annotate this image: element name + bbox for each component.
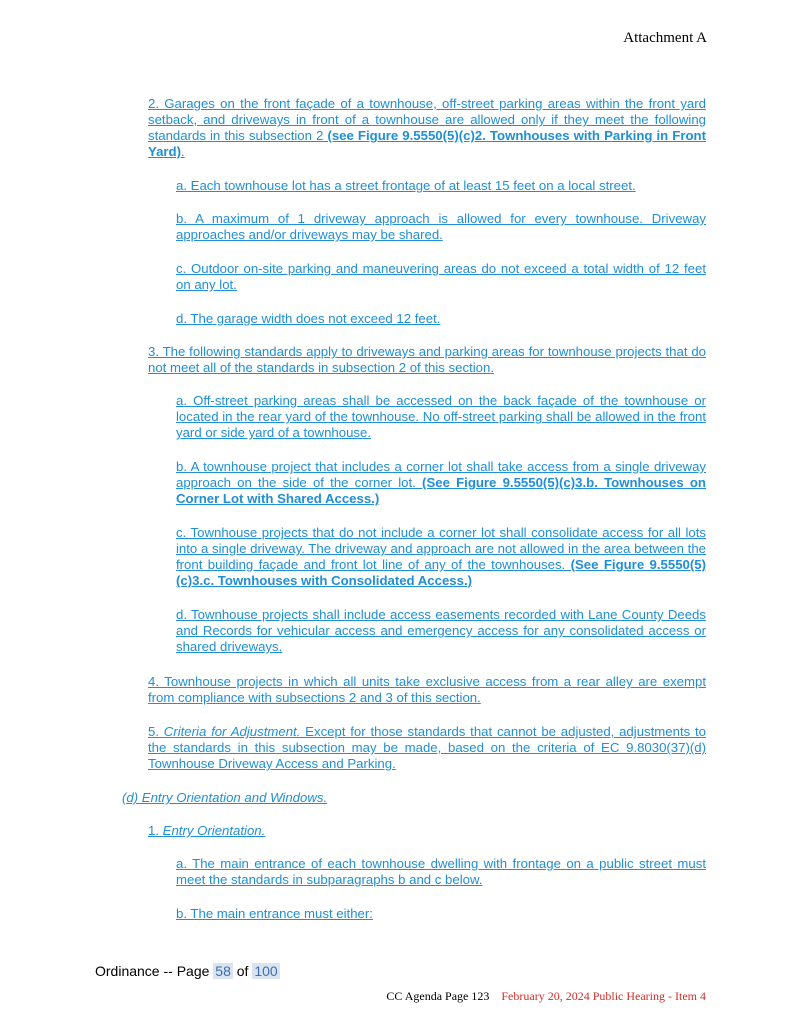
paragraph-3d: d. Townhouse projects shall include access easements recorded with Lane County Deeds and Records for vehicular access and emergency access for any consolidated access or shared driveways. xyxy=(176,607,706,654)
heading-d-entry-orientation: (d) Entry Orientation and Windows. xyxy=(122,790,328,805)
attachment-label: Attachment A xyxy=(623,30,707,46)
footer-of: of xyxy=(236,963,249,979)
paragraph-3c: c. Townhouse projects that do not include a corner lot shall consolidate access for all lots into a single driveway. The driveway and approach are not allowed in the area between the front building façade and front lot line of any of the townhouses. (See Figure 9.5550(5)(c)3.c. Townhouses with Consolidated Access.) xyxy=(176,525,706,588)
paragraph-2: 2. Garages on the front façade of a townhouse, off-street parking areas within the front yard setback, and driveways in front of a townhouse are allowed only if they meet the following standards in this subsection 2 (see Figure 9.5550(5)(c)2. Townhouses with Parking in Front Yard). xyxy=(148,96,706,159)
paragraph-3a: a. Off-street parking areas shall be accessed on the back façade of the townhouse or located in the rear yard of the townhouse. No off-street parking shall be allowed in the front yard or side yard of a townhouse. xyxy=(176,393,706,440)
paragraph-3: 3. The following standards apply to driveways and parking areas for townhouse projects that do not meet all of the standards in subsection 2 of this section. xyxy=(148,344,706,375)
paragraph-2c: c. Outdoor on-site parking and maneuvering areas do not exceed a total width of 12 feet on any lot. xyxy=(176,261,706,292)
page-footer xyxy=(95,963,280,979)
paragraph-5: 5. Criteria for Adjustment. Except for those standards that cannot be adjusted, adjustments to the standards in this subsection may be made, based on the criteria of EC 9.8030(37)(d) Townhouse Driveway Access and Parking. xyxy=(148,724,706,771)
agenda-page: CC Agenda Page 123 xyxy=(386,989,490,1003)
paragraph-2b: b. A maximum of 1 driveway approach is allowed for every townhouse. Driveway approaches and/or driveways may be shared. xyxy=(176,211,706,242)
agenda-footer xyxy=(386,989,706,1004)
paragraph-d1a: a. The main entrance of each townhouse dwelling with frontage on a public street must meet the standards in subparagraphs b and c below. xyxy=(176,856,706,887)
paragraph-3b: b. A townhouse project that includes a corner lot shall take access from a single driveway approach on the side of the corner lot. (See Figure 9.5550(5)(c)3.b. Townhouses on Corner Lot with Shared Access.) xyxy=(176,459,706,506)
paragraph-2d: d. The garage width does not exceed 12 feet. xyxy=(176,311,441,326)
paragraph-2a: a. Each townhouse lot has a street frontage of at least 15 feet on a local street. xyxy=(176,178,636,193)
heading-d1-entry-orientation: 1. Entry Orientation. xyxy=(148,823,266,838)
paragraph-4: 4. Townhouse projects in which all units take exclusive access from a rear alley are exempt from compliance with subsections 2 and 3 of this section. xyxy=(148,674,706,705)
footer-label: Ordinance -- Page xyxy=(95,963,210,979)
page-number: 58 xyxy=(215,963,231,979)
paragraph-d1b: b. The main entrance must either: xyxy=(176,906,373,921)
hearing-label: February 20, 2024 Public Hearing - Item 4 xyxy=(501,989,706,1003)
page-total: 100 xyxy=(254,963,278,979)
